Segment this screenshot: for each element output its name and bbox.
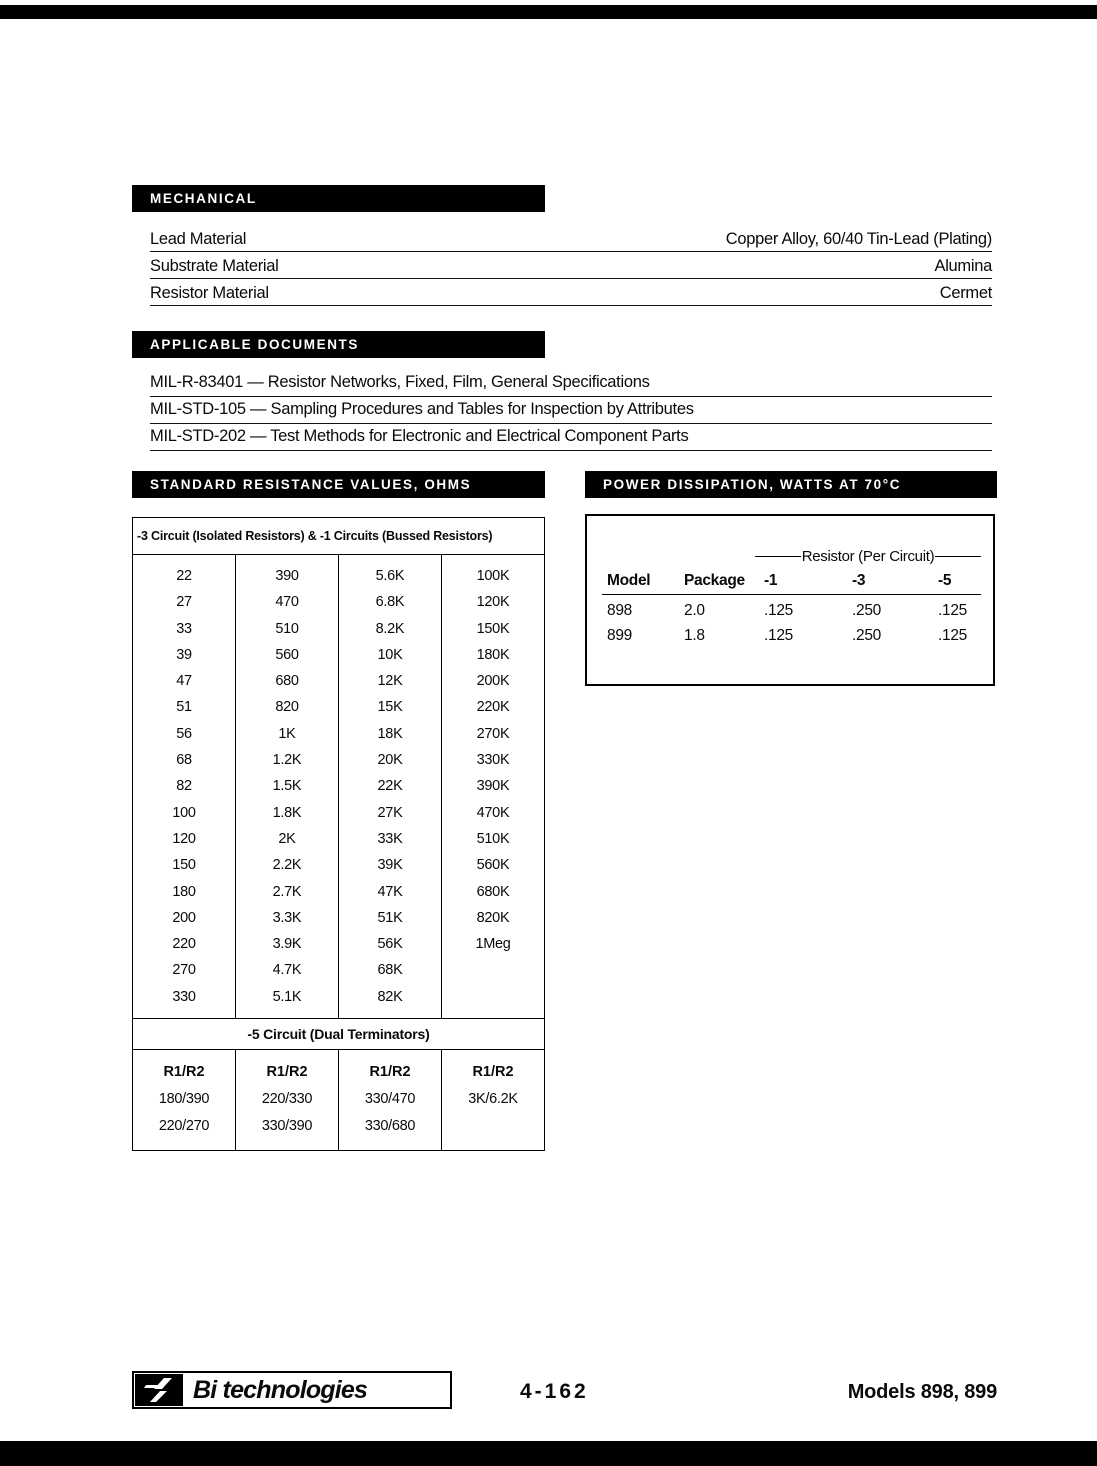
power-value: 898 bbox=[607, 602, 632, 619]
dual-column bbox=[133, 1050, 236, 1150]
resistance-value: 39 bbox=[176, 646, 192, 663]
resistance-value: 510 bbox=[275, 620, 299, 637]
mechanical-section-header bbox=[132, 185, 545, 212]
resistance-value: 220K bbox=[476, 699, 510, 716]
power-value: 2.0 bbox=[684, 602, 705, 619]
power-value: .125 bbox=[764, 602, 793, 619]
spec-value: Copper Alloy, 60/40 Tin-Lead (Plating) bbox=[725, 230, 992, 248]
spec-label: Lead Material bbox=[150, 230, 247, 248]
resistance-value: 68 bbox=[176, 752, 192, 769]
resistance-value: 560K bbox=[476, 857, 510, 874]
resistance-value: 4.7K bbox=[272, 962, 302, 979]
power-row bbox=[607, 602, 979, 620]
dual-column bbox=[442, 1050, 544, 1150]
resistance-column bbox=[133, 555, 236, 1018]
power-header-rule bbox=[602, 594, 981, 595]
power-header-row bbox=[607, 572, 979, 590]
resistance-value bbox=[442, 957, 544, 983]
dual-value: 330/680 bbox=[364, 1118, 416, 1135]
dual-value: 220/270 bbox=[158, 1118, 210, 1135]
power-value: .125 bbox=[764, 627, 793, 644]
resistance-column bbox=[236, 555, 339, 1018]
resistance-value: 330 bbox=[172, 988, 196, 1005]
spec-value: Cermet bbox=[939, 284, 992, 302]
resistance-value: 2K bbox=[278, 830, 296, 847]
resistance-value: 68K bbox=[377, 962, 403, 979]
dual-column-header: R1/R2 bbox=[369, 1064, 411, 1081]
dual-terminator-header: -5 Circuit (Dual Terminators) bbox=[133, 1018, 544, 1050]
resistance-value: 1Meg bbox=[475, 936, 511, 953]
span-label: Resistor (Per Circuit) bbox=[801, 548, 935, 565]
resistance-value: 510K bbox=[476, 830, 510, 847]
power-column-header: Package bbox=[684, 572, 745, 589]
power-section-header bbox=[585, 471, 997, 498]
resistance-value: 680 bbox=[275, 673, 299, 690]
resistance-value: 20K bbox=[377, 752, 403, 769]
resistance-value: 5.1K bbox=[272, 988, 302, 1005]
resistance-value: 82K bbox=[377, 988, 403, 1005]
brand-name: Bi technologies bbox=[193, 1375, 368, 1404]
dual-column-header: R1/R2 bbox=[266, 1064, 308, 1081]
resistance-value: 100 bbox=[172, 804, 196, 821]
resistance-value: 15K bbox=[377, 699, 403, 716]
span-dash-right bbox=[935, 556, 981, 557]
document-item: MIL-R-83401 — Resistor Networks, Fixed, Film, General Specifications bbox=[150, 370, 992, 397]
models-label: Models 898, 899 bbox=[847, 1381, 997, 1403]
power-value: .125 bbox=[938, 627, 967, 644]
resistance-value: 180K bbox=[476, 646, 510, 663]
dual-column bbox=[339, 1050, 442, 1150]
mechanical-title: MECHANICAL bbox=[150, 191, 257, 206]
resistance-value: 47K bbox=[377, 883, 403, 900]
resistance-value: 1.2K bbox=[272, 752, 302, 769]
power-value: .250 bbox=[852, 627, 881, 644]
resistance-value: 2.2K bbox=[272, 857, 302, 874]
resistance-section-header bbox=[132, 471, 545, 498]
resistance-table bbox=[132, 517, 545, 1151]
dual-value: 220/330 bbox=[261, 1091, 313, 1108]
dual-value: 330/390 bbox=[261, 1118, 313, 1135]
resistance-value: 470 bbox=[275, 594, 299, 611]
resistance-value: 120 bbox=[172, 830, 196, 847]
spec-row bbox=[150, 279, 992, 306]
resistance-value: 390K bbox=[476, 778, 510, 795]
resistance-value: 150 bbox=[172, 857, 196, 874]
dual-column-header: R1/R2 bbox=[472, 1064, 514, 1081]
resistance-value: 27 bbox=[176, 594, 192, 611]
bi-logo-icon bbox=[135, 1374, 183, 1406]
resistance-value: 200 bbox=[172, 909, 196, 926]
resistance-value: 120K bbox=[476, 594, 510, 611]
resistance-value: 12K bbox=[377, 673, 403, 690]
power-column-header: -3 bbox=[852, 572, 866, 589]
dual-value: 180/390 bbox=[158, 1091, 210, 1108]
resistance-table-header: -3 Circuit (Isolated Resistors) & -1 Circuits (Bussed Resistors) bbox=[133, 518, 544, 555]
dual-value: 330/470 bbox=[364, 1091, 416, 1108]
power-value: 899 bbox=[607, 627, 632, 644]
resistance-grid bbox=[133, 555, 544, 1018]
resistance-value: 18K bbox=[377, 725, 403, 742]
resistance-value: 1.5K bbox=[272, 778, 302, 795]
power-title: POWER DISSIPATION, WATTS AT 70°C bbox=[603, 477, 902, 492]
dual-value bbox=[442, 1113, 544, 1140]
resistance-value: 56K bbox=[377, 936, 403, 953]
resistance-value: 3.3K bbox=[272, 909, 302, 926]
resistance-value: 33K bbox=[377, 830, 403, 847]
resistance-value: 330K bbox=[476, 752, 510, 769]
power-row bbox=[607, 627, 979, 645]
resistance-value: 680K bbox=[476, 883, 510, 900]
page-number: 4-162 bbox=[520, 1380, 589, 1403]
resistance-value: 22K bbox=[377, 778, 403, 795]
documents-title: APPLICABLE DOCUMENTS bbox=[150, 337, 360, 352]
resistance-title: STANDARD RESISTANCE VALUES, OHMS bbox=[150, 477, 472, 492]
documents-list bbox=[150, 370, 992, 451]
resistance-value: 82 bbox=[176, 778, 192, 795]
resistance-value: 150K bbox=[476, 620, 510, 637]
resistance-value: 6.8K bbox=[375, 594, 405, 611]
dual-value: 3K/6.2K bbox=[468, 1091, 518, 1108]
resistance-value: 100K bbox=[476, 568, 510, 584]
power-value: .125 bbox=[938, 602, 967, 619]
dual-terminator-grid bbox=[133, 1050, 544, 1150]
resistance-value: 8.2K bbox=[375, 620, 405, 637]
resistance-value: 27K bbox=[377, 804, 403, 821]
resistance-value: 10K bbox=[377, 646, 403, 663]
power-value: .250 bbox=[852, 602, 881, 619]
resistance-value bbox=[442, 984, 544, 1010]
resistance-column bbox=[339, 555, 442, 1018]
resistance-value: 200K bbox=[476, 673, 510, 690]
power-dissipation-table bbox=[585, 514, 995, 686]
resistance-value: 5.6K bbox=[375, 568, 405, 584]
power-value: 1.8 bbox=[684, 627, 705, 644]
document-item: MIL-STD-202 — Test Methods for Electronic and Electrical Component Parts bbox=[150, 424, 992, 451]
power-column-header: Model bbox=[607, 572, 651, 589]
power-rows bbox=[587, 602, 993, 645]
resistance-value: 2.7K bbox=[272, 883, 302, 900]
resistance-value: 180 bbox=[172, 883, 196, 900]
spec-row bbox=[150, 252, 992, 279]
resistance-value: 47 bbox=[176, 673, 192, 690]
bi-logo-glyph bbox=[142, 1377, 176, 1403]
spec-label: Resistor Material bbox=[150, 284, 269, 302]
top-border-bar bbox=[0, 5, 1097, 19]
resistance-value: 270 bbox=[172, 962, 196, 979]
spec-label: Substrate Material bbox=[150, 257, 279, 275]
resistance-value: 1.8K bbox=[272, 804, 302, 821]
resistance-value: 470K bbox=[476, 804, 510, 821]
resistance-value: 33 bbox=[176, 620, 192, 637]
bottom-border-bar bbox=[0, 1441, 1097, 1466]
resistance-column bbox=[442, 555, 544, 1018]
dual-column bbox=[236, 1050, 339, 1150]
resistor-per-circuit-span bbox=[755, 548, 981, 565]
documents-section-header bbox=[132, 331, 545, 358]
resistance-value: 820 bbox=[275, 699, 299, 716]
resistance-value: 390 bbox=[275, 568, 299, 584]
resistance-value: 39K bbox=[377, 857, 403, 874]
resistance-value: 56 bbox=[176, 725, 192, 742]
power-column-header: -5 bbox=[938, 572, 952, 589]
resistance-value: 560 bbox=[275, 646, 299, 663]
span-dash-left bbox=[755, 556, 801, 557]
resistance-value: 820K bbox=[476, 909, 510, 926]
spec-row bbox=[150, 225, 992, 252]
resistance-value: 51 bbox=[176, 699, 192, 716]
resistance-value: 270K bbox=[476, 725, 510, 742]
power-column-header: -1 bbox=[764, 572, 778, 589]
resistance-value: 51K bbox=[377, 909, 403, 926]
mechanical-table bbox=[150, 225, 992, 306]
resistance-value: 220 bbox=[172, 936, 196, 953]
resistance-value: 1K bbox=[278, 725, 296, 742]
resistance-value: 22 bbox=[176, 568, 192, 584]
document-item: MIL-STD-105 — Sampling Procedures and Tables for Inspection by Attributes bbox=[150, 397, 992, 424]
spec-value: Alumina bbox=[934, 257, 992, 275]
dual-column-header: R1/R2 bbox=[163, 1064, 205, 1081]
resistance-value: 3.9K bbox=[272, 936, 302, 953]
brand-logo-box bbox=[132, 1371, 452, 1409]
